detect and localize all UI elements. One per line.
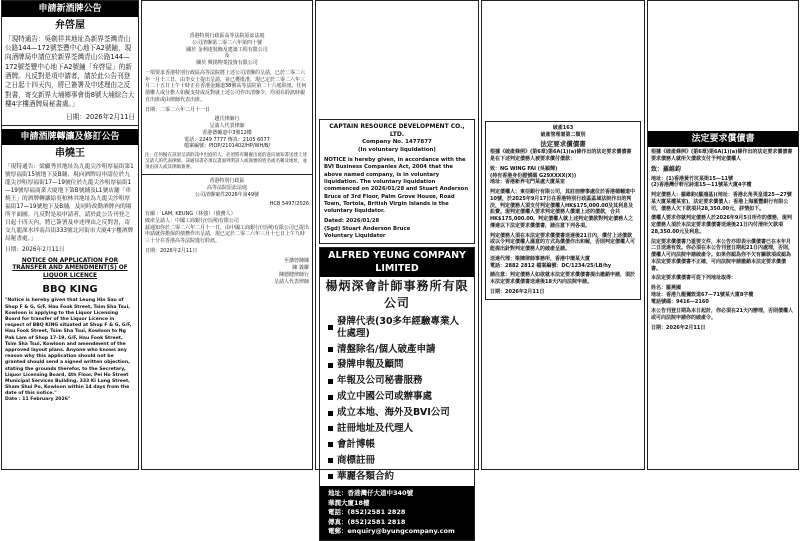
demand-header: 法定要求償債書 [648,131,798,147]
court2-body: 有關 ：LAM, KEUNG（林強）（債務人） 破產呈請人：中國工商銀行(亞洲)有限公司 茲通知你於二零二六年二月十一日，由中國工商銀行(亞洲)有限公司已提出申請就你擔保的債務作出呈請，現已定於二零二六年三月十七日上午九時三十分在香港高等法院進行聆訊。 [145,211,309,245]
ad-title-zh: 楊炳深會計師事務所有限公司 [325,279,469,310]
ad-service-item [320,342,474,358]
ad-service-item [320,437,474,453]
ad-service-item [320,421,474,437]
bullet-icon [328,363,333,368]
liquidation-notice [319,119,475,244]
ad-service-item [320,469,474,485]
notice-date: 日期：2026年2月11日 [5,247,65,254]
demand-date: 日期：2026年2月11日 [651,324,706,331]
ad-service-label: 成立中國公司或辦事處 [337,391,433,403]
demand-to: 致：羅維鈞 [651,165,682,173]
statutory-demand [485,121,641,300]
demand-address: 地址：(1)香港黃竹坑某街15—11號 (2)香港灣仔軒尼詩道15—11號某大廈4字樓 [651,175,752,189]
case-number: 破產163 破產管理署第二類別 [540,125,586,138]
en-title: BBQ KING [42,283,98,295]
demand-body-2: 判定債務人須在本法定要求償債書送達後21日內，償付上述債款或以令判定債權人滿意的方式為償債作出和解，否則判定債權人可能提出針對判定債務人的破產呈請。 [490,232,636,253]
court-firm: 趙氏律師行 呈請人代表律師 香港德輔道中3號12樓 電話：2249 7777 傳真：2105 6077 檔案編號：PIOP/2101402/HP/WH/B/ [183,116,271,150]
advertisement [319,247,475,541]
demand-sign: 姓名：羅燕國 地址：香港九龍彌敦道67—71號某大廈8字樓 電話號碼：9416—2160 [651,285,754,305]
demand-body-4: 本法定要求償債書可從下列地址取得： [651,275,737,282]
blank-space [651,3,795,131]
bullet-icon [328,395,333,400]
court-body: 一項要求香港特別行政區高等法院將上述公司清盤的呈請，已於二零二六年一月十三日，由李女士提出呈請，並已獲批准，現已定於二零二六年三月二十五日上午十時正在香港金鐘道38號高等法院第二十六庭聆訊。任何債權人或分擔人如擬支持或反對就上述公司作出清盤令，均須在聆訊時親自出席或由律師代表出席。 [145,69,307,103]
column-5 [647,0,799,470]
bullet-icon [328,347,333,352]
company-number: Company No. 1477877 [362,139,432,146]
bullet-icon [328,426,333,431]
demand-body: 判定債務人：羅維鈞(羅鴻基)(地址：香港北角英皇道25—27號某大廈某樓某室)，法定要求償債人：香港上海滙豐銀行有限公司，債務人欠下款項共28,350.00元，詳情如下。 [651,192,792,212]
en-heading: NOTICE ON APPLICATION FOR TRANSFER AND AMENDMENT(S) OF LIQUOR LICENCE [12,257,128,280]
ad-service-label: 成立本地、海外及BVI公司 [337,407,450,419]
divider [142,174,312,175]
en-body: "Notice is hereby given that Leung Hin Sau of Shop F & G, G/F, Hau Fook Street, Tsim Sha Tsui, Kowloon is applying to the Liquor Licensing Board for transfer of the Liquor Licence in respect of BBQ KING situated at Shop F & G, G/F, Hau Fook Street, Tsim Sha Tsui, Kowloon to Ng Pak Lam of Shop 17-19, G/F, Hau Fook Street, Tsim Sha Tsui, Kowloon and amendment of the approved layout plans. Anyone who knows any reason why this application should not be granted should send a signed written objection, stating the grounds therefor, to the Secretary, Liquor Licensing Board, 4th Floor, Pei Ho Street Municipal Services Building, 333 Ki Lung Street, Sham Shui Po, Kowloon within 14 days from the date of this notice." [5,298,132,397]
court2-date: 日期：2026年2月11日 [145,247,198,254]
ad-service-label: 註冊地址及代理人 [337,422,414,434]
column-3 [315,0,479,536]
notice-body: 「現特通告：吳劍祥其地址為新界荃灣青山公路144—172號荃豐中心地下A2號鋪，現向酒牌局申請位於新界荃灣青山公路144—172號荃豐中心地下A2號鋪「弁啓屋」的新酒牌。凡反對是項申請者，請於此公告刊登之日起十四天內，將已簽署及申述理由之反對書，寄交新界大埔鄉事會街8號大埔綜合大樓4字樓酒牌局秘書處。」 [5,34,135,109]
liquidation-date: Dated: 2026/01/28 [324,218,380,225]
column-2 [141,0,313,470]
blank-space [485,3,641,121]
ad-services [320,314,474,485]
notice-title: 串燒王 [55,148,85,160]
liquidation-status: (In voluntary liquidation) [358,146,436,153]
bullet-icon [328,474,333,479]
notice-header: 申請酒牌轉讓及修訂公告 [2,129,138,145]
ad-service-item [320,314,474,342]
bullet-icon [328,379,333,384]
bullet-icon [328,442,333,447]
divider [2,125,138,126]
ad-service-item [320,357,474,373]
demand-date: 日期：2026年2月11日 [490,288,545,295]
court-date: 日期：二零二六年二月十一日 [145,106,211,113]
demand-body: 判定債權人：東亞銀行有限公司，其註冊辦事處位於香港德輔道中10號，於2025年9月17日在香港特別行政區區域法院作出的判決，判定債務人須支付判定債權人HK$175,000.00及其利息及訟費。現判定債權人要求判定債務人償還上述的債款，合共HK$175,000.00。判定債權人就上述判定債款對判定債務人之傳達以下法定要求償債書，請注意下列各項。 [490,189,636,229]
demand-body-3: 法定要求償債書乃重要文件，本公告亦即表示償債書已在本年月二日送達有效。你必須在本公告刊登日期起21日內處理，否則，債權人可向法院申請破產令。如果你認為你不欠有關款項或認為本法定要求償債書不正確，可向法院申請撤銷本法定要求償債書。 [651,238,793,272]
ad-service-label: 會計博帳 [337,438,376,450]
liquidator-sign: (Sgd) Stuart Anderson Bruce Voluntary Liquidator [324,225,411,239]
ad-service-item [320,453,474,469]
demand-note: 請注意：判定債務人如欲就本法定要求償債書提出撤銷申請，須於本法定要求償債書送達後18天內向法院申請。 [490,272,636,286]
company-name: CAPTAIN RESOURCE DEVELOPMENT CO., LTD. [329,123,465,139]
court2-sign: 至講曾陳陳 陳 義聯 陳德健律師行 呈請人代表律師 [273,257,309,285]
ad-title-en: ALFRED YEUNG COMPANY LIMITED [320,248,474,278]
column-4 [481,0,645,470]
demand-body-2: 債權人要求你就判定債務人於2026年9月5日所作的債務，現判定債務人須於本法定要求償債書送達後21日內付清所欠款項28,350.00元及利息。 [651,215,792,235]
ad-service-label: 華麗各類合約 [337,470,395,482]
demand-title: 法定要求償債書 [540,139,586,148]
court-note: 注：任何擬在該項呈請聆訊中出庭的人，必須將有關擬出庭的意向通知書送達上述呈請人的代表律師。該通知書必須以書面列明該人或商號的姓名或名稱及地址，並須由該人或其律師簽署。 [145,153,307,171]
demand-intro: 根據《破產條例》(第6章)第6A(1)(a)條作出的法定要求償債書是在下述判定債務人被要求償付債款： [490,149,632,163]
demand-body-5: 本公告刊登日期為本日起計，你必須在21天內辦理，否則債權人或可向法院申請你的破產令。 [651,308,793,322]
ad-service-label: 發牌申報及顧問 [337,359,404,371]
debtor-info: 致：NG WING FAI (吳穎輝) (持有香港身份證號碼 G29XXXX(X)) 地址：香港新界屯門某處大廈某室 [490,165,577,186]
service-address: 送達代理：梁陳律師事務所，香港中環某大廈 電話：2882 2812 檔案編號：DC/1234/25/LB/hy [490,255,612,269]
ad-service-item [320,405,474,421]
en-date: Date : 11 February 2026" [5,397,71,403]
ad-service-label: 清盤除名/個人破產申請 [337,343,436,355]
notice-title: 弁啓屋 [55,20,85,32]
liquidation-body: NOTICE is hereby given, in accordance with the BVI Business Companies Act, 2004 that the above named company, is in voluntary liquidation. The voluntary liquidation commenced on 2026/01/28 and Stuart Anderson Bruce of 3rd Floor, Palm Grove House, Road Town, Tortola, British Virgin Islands is the voluntary liquidator. [324,157,469,215]
bullet-icon [328,325,333,330]
ad-service-label: 商標註冊 [337,454,376,466]
notice-date: 日期：2026年2月11日 [66,112,135,121]
ad-service-label: 發牌代表(30多年經驗專業人仕處理) [337,315,460,339]
ad-service-item [320,373,474,389]
court-header: 香港特別行政區高等法院原訟法庭 公司清盤第二零二六年第四十號 關於 金利達裝飾及建築工程有限公司 及 關於 興揚物業投資有限公司 [186,33,268,66]
demand-sub: 根據《破產條例》(第6章)第6A(1)(a)條作出的法定要求償債書要求債務人就所欠債款支付予判定債權人 [651,149,793,162]
ad-service-item [320,389,474,405]
column-1 [1,0,139,470]
notice-body: 「現特通告：梁顯秀其地址為九龍尖沙咀厚福街第1號厚福街15號地下及B舖，現向酒牌局申請位於九龍尖沙咀厚福街17—19號位於九龍尖沙咀厚福街1—19號厚福商業大廈地下第B號鋪及L1號店舖「串燒王」的酒牌轉讓給吳柏林其地址為九龍尖沙咀厚福街17—19號地下及B舖，及同時改動酒牌內的場所平面圖。凡反對是項申請者，請於此公告刊登之日起十四天內，將已簽署及申述理由之反對書，寄交九龍深水埗南昌街333號北河街市大廈4字樓酒牌局秘書處。」 [5,163,134,243]
court2-ref: HCB 5497/2026 [269,201,309,208]
court2-header: 香港特別行政區 高等法院原訟法庭 公司清盤案件2026年第49號 [194,178,260,198]
bullet-icon [328,411,333,416]
ad-service-label: 年報及公司秘書服務 [337,375,423,387]
notice-header: 申請新酒牌公告 [2,1,138,17]
ad-footer: 地址：香港灣仔大道中340號 華潤大廈18樓 電話：(852)2581 2828 傳真：(852)2581 2818 電郵：enquiry@byungcompany.com [320,486,474,539]
blank-space [319,3,475,119]
bullet-icon [328,458,333,463]
